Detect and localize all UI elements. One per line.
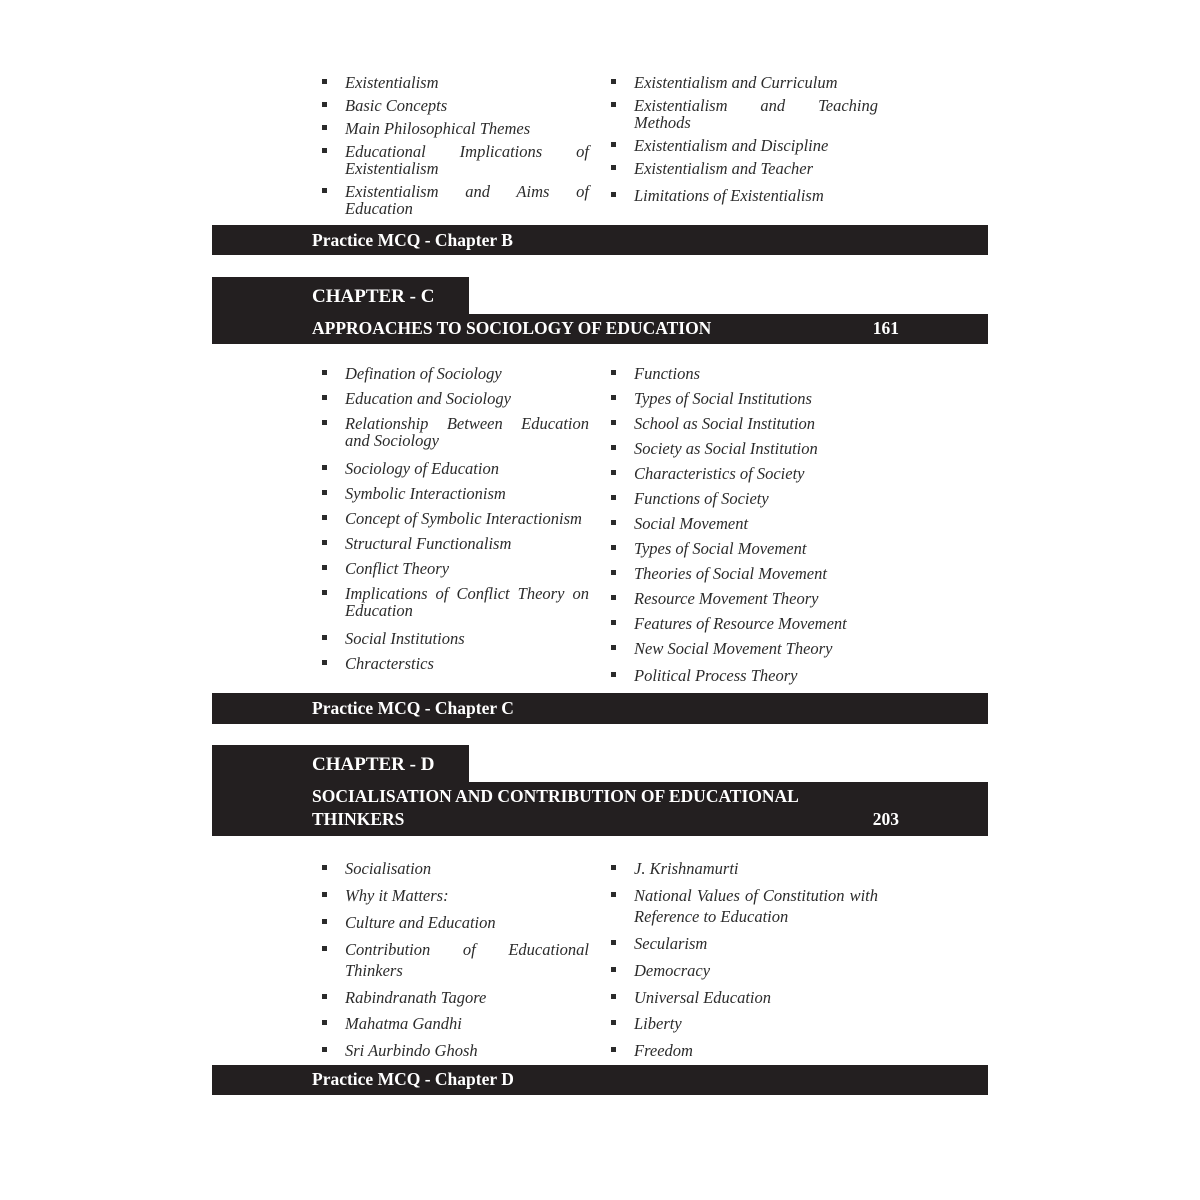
bullet-icon	[611, 102, 616, 107]
bullet-icon	[322, 994, 327, 999]
list-item-text: Education and Sociology	[345, 389, 511, 408]
list-item-text: Structural Functionalism	[345, 534, 512, 553]
list-item	[322, 365, 589, 382]
bullet-icon	[611, 420, 616, 425]
bullet-icon	[611, 672, 616, 677]
bullet-icon	[322, 865, 327, 870]
bullet-icon	[322, 102, 327, 107]
list-item	[322, 939, 589, 981]
list-item	[611, 885, 878, 927]
list-item	[322, 535, 589, 552]
bullet-icon	[611, 1020, 616, 1025]
bullet-icon	[611, 142, 616, 147]
list-item	[611, 858, 878, 879]
list-item-text: Symbolic Interactionism	[345, 484, 506, 503]
list-item	[611, 74, 878, 91]
bullet-icon	[611, 570, 616, 575]
list-item	[322, 560, 589, 577]
list-item	[611, 390, 878, 407]
list-item-text: Socialisation	[345, 859, 432, 878]
chapter-c-title-bar	[212, 314, 988, 344]
list-item-text: Mahatma Gandhi	[345, 1014, 462, 1033]
bullet-icon	[611, 1047, 616, 1052]
list-item-text: Basic Concepts	[345, 96, 448, 115]
list-item	[322, 460, 589, 477]
chapter-c-label: CHAPTER - C	[312, 286, 435, 307]
list-item	[322, 143, 589, 177]
bullet-icon	[611, 545, 616, 550]
bullet-icon	[322, 892, 327, 897]
list-item-text: Existentialism	[345, 73, 439, 92]
list-item	[611, 415, 878, 432]
bullet-icon	[611, 940, 616, 945]
bullet-icon	[322, 635, 327, 640]
list-item	[322, 630, 589, 647]
list-item-text: Democracy	[634, 961, 711, 980]
list-item-text: National Values of Constitution with Reference to Education	[634, 886, 878, 926]
list-item	[611, 97, 878, 131]
bullet-icon	[611, 620, 616, 625]
list-item	[611, 615, 878, 632]
list-item-text: New Social Movement Theory	[634, 639, 833, 658]
bullet-icon	[322, 515, 327, 520]
list-item-text: Types of Social Movement	[634, 539, 807, 558]
list-item-text: Existentialism and Discipline	[634, 136, 829, 155]
list-item-text: Defination of Sociology	[345, 364, 502, 383]
list-item	[611, 540, 878, 557]
list-item-text: Political Process Theory	[634, 666, 798, 685]
bullet-icon	[611, 370, 616, 375]
list-item-text: Conflict Theory	[345, 559, 450, 578]
list-item-text: Relationship Between Education and Sociology	[345, 414, 589, 450]
list-item	[322, 655, 589, 672]
list-item-text: Secularism	[634, 934, 708, 953]
bullet-icon	[611, 892, 616, 897]
list-item-text: Society as Social Institution	[634, 439, 818, 458]
bullet-icon	[611, 495, 616, 500]
bullet-icon	[322, 660, 327, 665]
bullet-icon	[611, 865, 616, 870]
practice-mcq-d-label: Practice MCQ - Chapter D	[312, 1069, 514, 1089]
bullet-icon	[322, 1020, 327, 1025]
list-item-text: Functions	[634, 364, 700, 383]
list-item	[322, 510, 589, 527]
list-item	[611, 565, 878, 582]
list-item	[611, 933, 878, 954]
chapter-d-tab	[212, 745, 469, 783]
chapter-d-title-line1: SOCIALISATION AND CONTRIBUTION OF EDUCATIONAL	[312, 786, 799, 806]
practice-mcq-bar-d	[212, 1065, 988, 1095]
chapter-d-title-bar	[212, 782, 988, 836]
list-item-text: Functions of Society	[634, 489, 769, 508]
list-item	[322, 485, 589, 502]
list-item-text: Types of Social Institutions	[634, 389, 812, 408]
list-item-text: Culture and Education	[345, 913, 496, 932]
list-item	[611, 365, 878, 382]
list-item-text: Characteristics of Society	[634, 464, 805, 483]
bullet-icon	[611, 192, 616, 197]
bullet-icon	[322, 590, 327, 595]
list-item-text: Existentialism and Aims of Education	[345, 182, 589, 218]
bullet-icon	[611, 445, 616, 450]
bullet-icon	[322, 490, 327, 495]
list-item	[611, 465, 878, 482]
list-item-text: Theories of Social Movement	[634, 564, 827, 583]
list-item-text: J. Krishnamurti	[634, 859, 739, 878]
list-item	[611, 640, 878, 657]
list-item-text: Liberty	[634, 1014, 682, 1033]
bullet-icon	[322, 79, 327, 84]
bullet-icon	[322, 919, 327, 924]
bullet-icon	[322, 188, 327, 193]
list-item	[322, 1040, 589, 1061]
list-item-text: Social Movement	[634, 514, 749, 533]
bullet-icon	[611, 967, 616, 972]
list-item	[322, 885, 589, 906]
list-item-text: Universal Education	[634, 988, 772, 1007]
list-item	[322, 585, 589, 619]
list-item	[322, 74, 589, 91]
list-item	[322, 1013, 589, 1034]
list-item-text: Features of Resource Movement	[634, 614, 847, 633]
chapter-d-title-line2: THINKERS	[312, 809, 405, 829]
chapter-d-label: CHAPTER - D	[312, 754, 435, 775]
practice-mcq-bar-c	[212, 693, 988, 724]
bullet-icon	[611, 595, 616, 600]
list-item	[322, 97, 589, 114]
list-item-text: Freedom	[634, 1041, 693, 1060]
list-item-text: Limitations of Existentialism	[634, 186, 824, 205]
practice-mcq-b-label: Practice MCQ - Chapter B	[312, 230, 513, 250]
practice-mcq-c-label: Practice MCQ - Chapter C	[312, 698, 514, 718]
list-item	[611, 137, 878, 154]
list-item-text: Concept of Symbolic Interactionism	[345, 509, 582, 528]
list-item	[611, 987, 878, 1008]
list-item	[322, 912, 589, 933]
bullet-icon	[322, 148, 327, 153]
bullet-icon	[611, 470, 616, 475]
list-item	[611, 1040, 878, 1061]
chapter-c-tab	[212, 277, 469, 315]
list-item	[322, 120, 589, 137]
list-item-text: Sri Aurbindo Ghosh	[345, 1041, 478, 1060]
list-item	[322, 390, 589, 407]
bullet-icon	[322, 465, 327, 470]
bullet-icon	[611, 994, 616, 999]
bullet-icon	[322, 420, 327, 425]
practice-mcq-bar-b	[212, 225, 988, 255]
list-item	[322, 987, 589, 1008]
list-item-text: Contribution of Educational Thinkers	[345, 940, 589, 980]
list-item-text: School as Social Institution	[634, 414, 816, 433]
list-item	[611, 187, 878, 204]
list-item	[611, 515, 878, 532]
list-item-text: Social Institutions	[345, 629, 465, 648]
bullet-icon	[322, 370, 327, 375]
chapter-c-page-number: 161	[872, 318, 899, 338]
bullet-icon	[322, 125, 327, 130]
list-item-text: Resource Movement Theory	[634, 589, 819, 608]
list-item	[322, 415, 589, 449]
list-item	[611, 590, 878, 607]
list-item-text: Existentialism and Curriculum	[634, 73, 838, 92]
bullet-icon	[611, 395, 616, 400]
list-item-text: Implications of Conflict Theory on Education	[345, 584, 589, 620]
list-item-text: Chracterstics	[345, 654, 434, 673]
list-item	[611, 490, 878, 507]
list-item	[611, 440, 878, 457]
bullet-icon	[322, 1047, 327, 1052]
chapter-c-title: APPROACHES TO SOCIOLOGY OF EDUCATION	[312, 318, 712, 338]
list-item-text: Sociology of Education	[345, 459, 499, 478]
list-item-text: Educational Implications of Existentialism	[345, 142, 589, 178]
list-item-text: Main Philosophical Themes	[345, 119, 531, 138]
list-item	[611, 160, 878, 177]
list-item-text: Why it Matters:	[345, 886, 449, 905]
list-item	[322, 183, 589, 217]
bullet-icon	[322, 395, 327, 400]
bullet-icon	[611, 79, 616, 84]
bullet-icon	[322, 540, 327, 545]
list-item-text: Rabindranath Tagore	[345, 988, 487, 1007]
chapter-d-page-number: 203	[872, 809, 899, 829]
list-item	[322, 858, 589, 879]
bullet-icon	[322, 565, 327, 570]
bullet-icon	[611, 165, 616, 170]
list-item	[611, 1013, 878, 1034]
bullet-icon	[611, 645, 616, 650]
list-item-text: Existentialism and Teaching Methods	[634, 96, 878, 132]
bullet-icon	[611, 520, 616, 525]
bullet-icon	[322, 946, 327, 951]
list-item	[611, 667, 878, 684]
list-item	[611, 960, 878, 981]
list-item-text: Existentialism and Teacher	[634, 159, 814, 178]
